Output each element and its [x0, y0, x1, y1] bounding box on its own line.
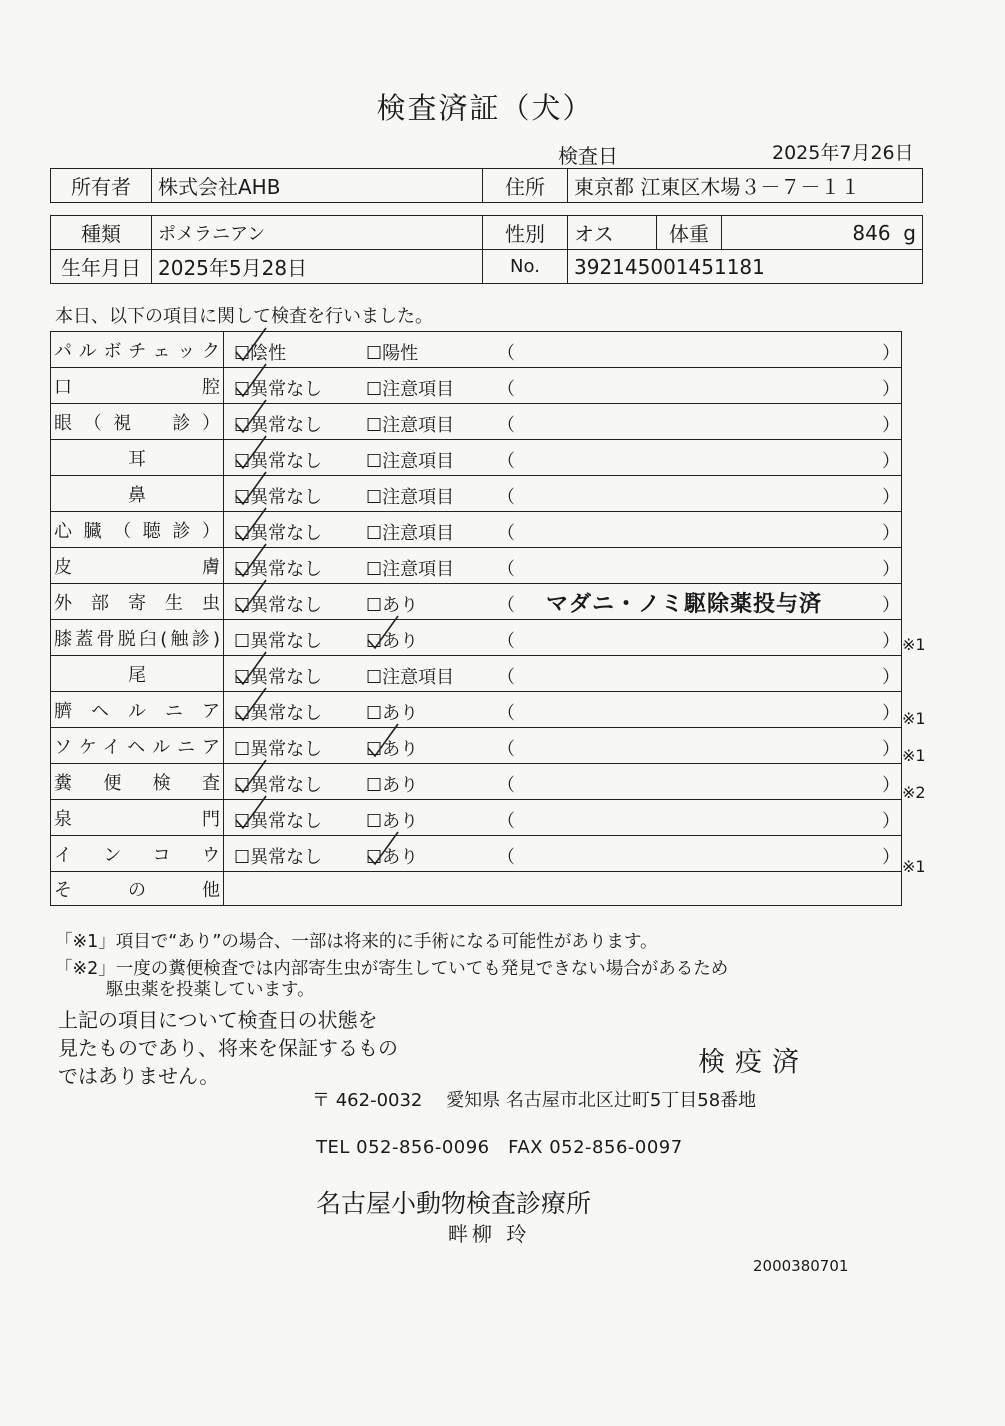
- intro-text: 本日、以下の項目に関して検査を行いました。: [55, 306, 433, 327]
- note-open-paren: （: [497, 703, 515, 724]
- option-abnormal: ☐あり: [366, 595, 419, 616]
- disclaimer-line-2: 見たものであり、将来を保証するもの: [58, 1036, 398, 1060]
- option-normal: ☐異常なし: [234, 379, 323, 400]
- sex-label: 性別: [483, 216, 568, 250]
- exam-date-label: 検査日: [558, 144, 618, 168]
- check-tick-icon: [364, 614, 404, 654]
- option-normal: ☐異常なし: [234, 487, 323, 508]
- option-normal: ☐異常なし: [234, 523, 323, 544]
- footnote-2a: 「※2」一度の糞便検査では内部寄生虫が寄生していても発見できない場合があるため: [55, 959, 729, 979]
- number-value: 392145001451181: [568, 250, 923, 284]
- weight-cell: [722, 216, 923, 250]
- item-name: 耳: [51, 440, 224, 476]
- option-abnormal: ☐注意項目: [366, 523, 455, 544]
- option-abnormal: ☐あり: [366, 811, 419, 832]
- weight-unit: g: [903, 220, 916, 245]
- note-open-paren: （: [497, 343, 515, 364]
- other-value: [224, 872, 902, 906]
- check-tick-icon: [232, 542, 272, 582]
- item-note: マダニ・ノミ駆除薬投与済: [546, 592, 823, 617]
- option-normal: ☐異常なし: [234, 415, 323, 436]
- item-name: 眼（視 診）: [51, 404, 224, 440]
- other-label: その他: [51, 872, 224, 906]
- checklist-row: [51, 332, 902, 368]
- option-normal: ☐異常なし: [234, 559, 323, 580]
- check-tick-icon: [232, 398, 272, 438]
- option-abnormal: ☐あり: [366, 775, 419, 796]
- number-label: No.: [483, 250, 568, 284]
- option-normal: ☐異常なし: [234, 739, 323, 760]
- footnote-mark: ※1: [902, 745, 926, 765]
- option-normal: ☐陰性: [234, 343, 287, 364]
- checklist-row: [51, 404, 902, 440]
- item-name: 尾: [51, 656, 224, 692]
- checklist-row: [51, 584, 902, 620]
- note-close-paren: ）: [882, 451, 900, 472]
- option-normal: ☐異常なし: [234, 595, 323, 616]
- option-abnormal: ☐注意項目: [366, 451, 455, 472]
- checklist-row-other: [51, 872, 902, 906]
- checklist-row: [51, 728, 902, 764]
- note-close-paren: ）: [882, 775, 900, 796]
- vet-name: 畔柳 玲: [448, 1222, 531, 1246]
- address-value: 東京都 江東区木場３－７－１１: [568, 169, 923, 203]
- checklist-row: [51, 656, 902, 692]
- note-open-paren: （: [497, 775, 515, 796]
- option-normal: ☐異常なし: [234, 631, 323, 652]
- note-open-paren: （: [497, 487, 515, 508]
- option-abnormal: ☐あり: [366, 703, 419, 724]
- note-close-paren: ）: [882, 487, 900, 508]
- birth-label: 生年月日: [51, 250, 152, 284]
- check-tick-icon: [232, 326, 272, 366]
- note-close-paren: ）: [882, 379, 900, 400]
- note-open-paren: （: [497, 667, 515, 688]
- address-label: 住所: [483, 169, 568, 203]
- birth-value: 2025年5月28日: [152, 250, 483, 284]
- note-close-paren: ）: [882, 703, 900, 724]
- owner-value: 株式会社AHB: [152, 169, 483, 203]
- note-open-paren: （: [497, 631, 515, 652]
- pet-table: [50, 215, 923, 284]
- checklist-row: [51, 512, 902, 548]
- check-tick-icon: [232, 506, 272, 546]
- weight-label: 体重: [657, 216, 722, 250]
- exam-date: 2025年7月26日: [772, 142, 914, 164]
- sex-value: オス: [568, 216, 657, 250]
- check-tick-icon: [232, 362, 272, 402]
- note-open-paren: （: [497, 523, 515, 544]
- disclaimer: [58, 1006, 398, 1090]
- option-normal: ☐異常なし: [234, 811, 323, 832]
- note-close-paren: ）: [882, 343, 900, 364]
- item-name: 心臓（聴診）: [51, 512, 224, 548]
- weight-value: 846: [852, 220, 891, 245]
- item-name: インコウ: [51, 836, 224, 872]
- note-close-paren: ）: [882, 667, 900, 688]
- checklist-row: [51, 836, 902, 872]
- check-tick-icon: [232, 470, 272, 510]
- option-abnormal: ☐あり: [366, 631, 419, 652]
- check-tick-icon: [232, 758, 272, 798]
- owner-table: [50, 168, 923, 203]
- check-tick-icon: [232, 686, 272, 726]
- option-normal: ☐異常なし: [234, 667, 323, 688]
- checklist-table: [50, 331, 902, 906]
- document-title: 検査済証（犬）: [376, 91, 594, 125]
- item-name: 糞便検査: [51, 764, 224, 800]
- note-close-paren: ）: [882, 739, 900, 760]
- owner-label: 所有者: [51, 169, 152, 203]
- clinic-name: 名古屋小動物検査診療所: [316, 1189, 592, 1218]
- item-name: 皮 膚: [51, 548, 224, 584]
- note-close-paren: ）: [882, 631, 900, 652]
- option-abnormal: ☐注意項目: [366, 415, 455, 436]
- footnote-1: 「※1」項目で“あり”の場合、一部は将来的に手術になる可能性があります。: [55, 932, 658, 952]
- item-name: 外部寄生虫: [51, 584, 224, 620]
- note-close-paren: ）: [882, 415, 900, 436]
- checklist-row: [51, 800, 902, 836]
- footnote-mark: ※1: [902, 635, 926, 655]
- footnote-mark: ※2: [902, 782, 926, 802]
- option-abnormal: ☐あり: [366, 739, 419, 760]
- check-tick-icon: [364, 830, 404, 870]
- footnote-2b: 駆虫薬を投薬しています。: [106, 980, 315, 1000]
- checklist-row: [51, 692, 902, 728]
- note-open-paren: （: [497, 595, 515, 616]
- breed-label: 種類: [51, 216, 152, 250]
- checklist-row: [51, 764, 902, 800]
- item-name: 鼻: [51, 476, 224, 512]
- option-abnormal: ☐注意項目: [366, 667, 455, 688]
- option-abnormal: ☐あり: [366, 847, 419, 868]
- checklist-row: [51, 548, 902, 584]
- note-open-paren: （: [497, 811, 515, 832]
- option-normal: ☐異常なし: [234, 847, 323, 868]
- footnote-mark: ※1: [902, 856, 926, 876]
- option-normal: ☐異常なし: [234, 703, 323, 724]
- note-open-paren: （: [497, 559, 515, 580]
- note-open-paren: （: [497, 415, 515, 436]
- quarantine-stamp: 検疫済: [698, 1047, 809, 1078]
- note-close-paren: ）: [882, 523, 900, 544]
- option-normal: ☐異常なし: [234, 451, 323, 472]
- check-tick-icon: [232, 650, 272, 690]
- checklist-row: [51, 476, 902, 512]
- disclaimer-line-1: 上記の項目について検査日の状態を: [58, 1008, 378, 1032]
- option-abnormal: ☐注意項目: [366, 379, 455, 400]
- note-open-paren: （: [497, 379, 515, 400]
- checklist-row: [51, 368, 902, 404]
- item-name: ソケイヘルニア: [51, 728, 224, 764]
- item-name: 口 腔: [51, 368, 224, 404]
- option-abnormal: ☐注意項目: [366, 487, 455, 508]
- check-tick-icon: [232, 578, 272, 618]
- note-open-paren: （: [497, 451, 515, 472]
- note-close-paren: ）: [882, 595, 900, 616]
- item-name: パルボチェック: [51, 332, 224, 368]
- note-close-paren: ）: [882, 811, 900, 832]
- item-name: 膝蓋骨脱臼(触診): [51, 620, 224, 656]
- document-code: 2000380701: [753, 1257, 849, 1275]
- check-tick-icon: [364, 722, 404, 762]
- option-normal: ☐異常なし: [234, 775, 323, 796]
- note-close-paren: ）: [882, 847, 900, 868]
- note-open-paren: （: [497, 847, 515, 868]
- note-close-paren: ）: [882, 559, 900, 580]
- disclaimer-line-3: ではありません。: [58, 1064, 220, 1088]
- option-abnormal: ☐注意項目: [366, 559, 455, 580]
- note-open-paren: （: [497, 739, 515, 760]
- checklist-row: [51, 620, 902, 656]
- clinic-address: 〒 462-0032 愛知県 名古屋市北区辻町5丁目58番地: [312, 1090, 757, 1111]
- item-name: 泉 門: [51, 800, 224, 836]
- item-name: 臍ヘルニア: [51, 692, 224, 728]
- check-tick-icon: [232, 794, 272, 834]
- option-abnormal: ☐陽性: [366, 343, 419, 364]
- check-tick-icon: [232, 434, 272, 474]
- clinic-phone: TEL 052-856-0096 FAX 052-856-0097: [316, 1137, 683, 1158]
- checklist-row: [51, 440, 902, 476]
- breed-value: ポメラニアン: [152, 216, 483, 250]
- footnote-mark: ※1: [902, 709, 926, 728]
